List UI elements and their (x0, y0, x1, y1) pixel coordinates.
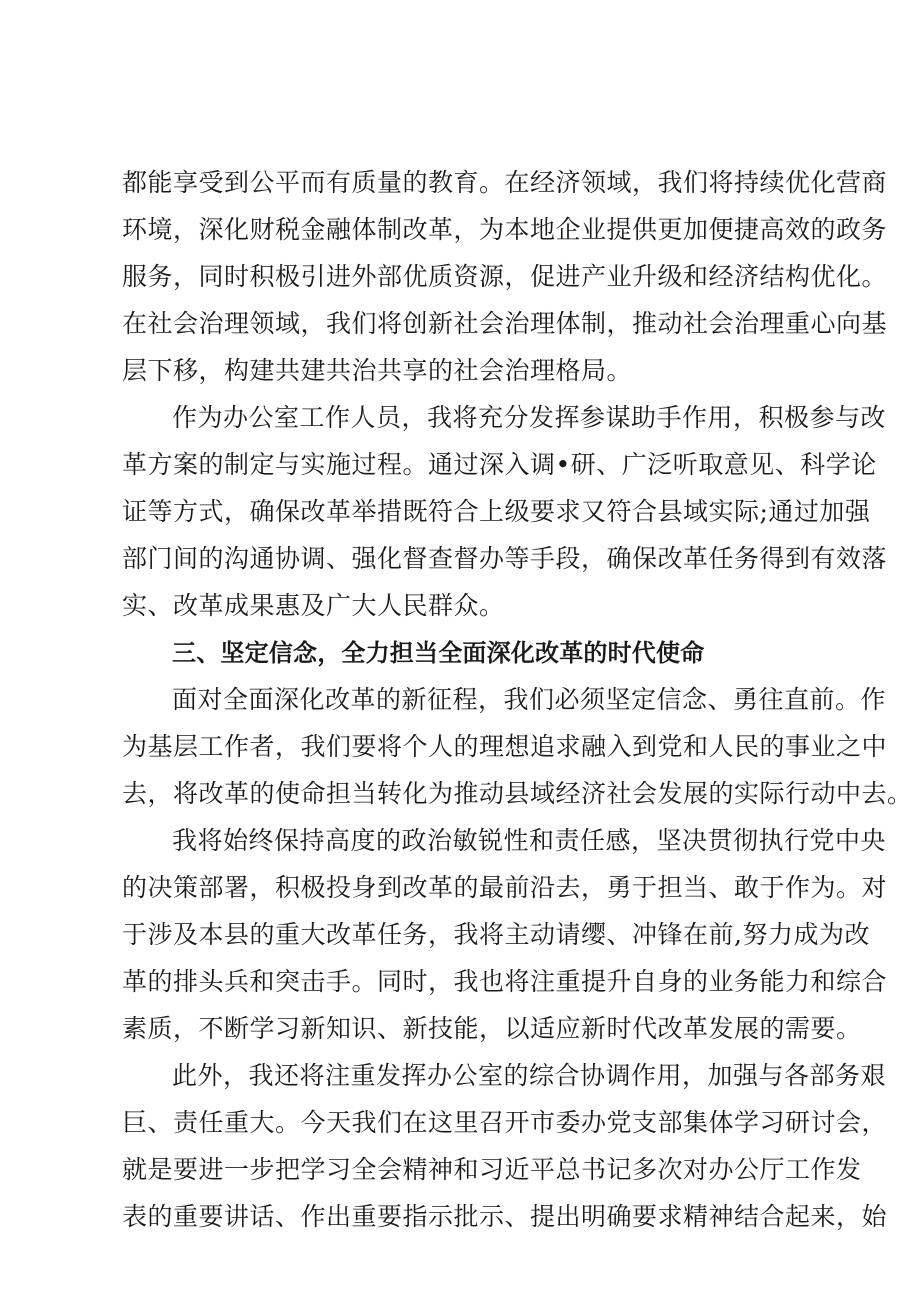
paragraph-first-line: 此外，我还将注重发挥办公室的综合协调作用，加强与各部务艰 (172, 1061, 887, 1090)
paragraph-line: 革的排头兵和突击手。同时，我也将注重提升自身的业务能力和综合 (122, 967, 888, 996)
paragraph-line: 就是要进一步把学习全会精神和习近平总书记多次对办公厅工作发 (122, 1155, 862, 1184)
paragraph-line: 在社会治理领域，我们将创新社会治理体制，推动社会治理重心向基 (122, 309, 888, 338)
paragraph-line: 的决策部署，积极投身到改革的最前沿去，勇于担当、敢于作为。对 (122, 873, 888, 902)
paragraph-line: 素质，不断学习新知识、新技能，以适应新时代改革发展的需要。 (122, 1014, 862, 1043)
paragraph-line: 层下移，构建共建共治共享的社会治理格局。 (122, 356, 633, 385)
paragraph-line: 服务，同时积极引进外部优质资源，促进产业升级和经济结构优化。 (122, 262, 888, 291)
paragraph-line: 实、改革成果惠及广大人民群众。 (122, 591, 505, 620)
paragraph-first-line: 面对全面深化改革的新征程，我们必须坚定信念、勇往直前。作 (172, 685, 887, 714)
paragraph-first-line: 作为办公室工作人员，我将充分发挥参谋助手作用，积极参与改 (172, 403, 887, 432)
paragraph-line: 表的重要讲话、作出重要指示批示、提出明确要求精神结合起来，始 (122, 1202, 888, 1231)
paragraph-line: 部门间的沟通协调、强化督查督办等手段，确保改革任务得到有效落 (122, 544, 888, 573)
paragraph-line: 革方案的制定与实施过程。通过深入调•研、广泛听取意见、科学论 (122, 450, 877, 479)
paragraph-line: 都能享受到公平而有质量的教育。在经济领域，我们将持续优化营商 (122, 168, 888, 197)
paragraph-line: 证等方式，确保改革举措既符合上级要求又符合县域实际;通过加强 (122, 497, 871, 526)
paragraph-line: 为基层工作者，我们要将个人的理想追求融入到党和人民的事业之中 (122, 732, 888, 761)
paragraph-line: 于涉及本县的重大改革任务，我将主动请缨、冲锋在前,努力成为改 (122, 920, 870, 949)
paragraph-first-line: 我将始终保持高度的政治敏锐性和责任感，坚决贯彻执行党中央 (172, 826, 887, 855)
paragraph-line: 环境，深化财税金融体制改革，为本地企业提供更加便捷高效的政务 (122, 215, 888, 244)
paragraph-line: 去，将改革的使命担当转化为推动县域经济社会发展的实际行动中去。 (122, 779, 913, 808)
section-heading: 三、坚定信念，全力担当全面深化改革的时代使命 (172, 639, 705, 667)
paragraph-line: 巨、责任重大。今天我们在这里召开市委办党支部集体学习研讨会， (122, 1108, 888, 1137)
